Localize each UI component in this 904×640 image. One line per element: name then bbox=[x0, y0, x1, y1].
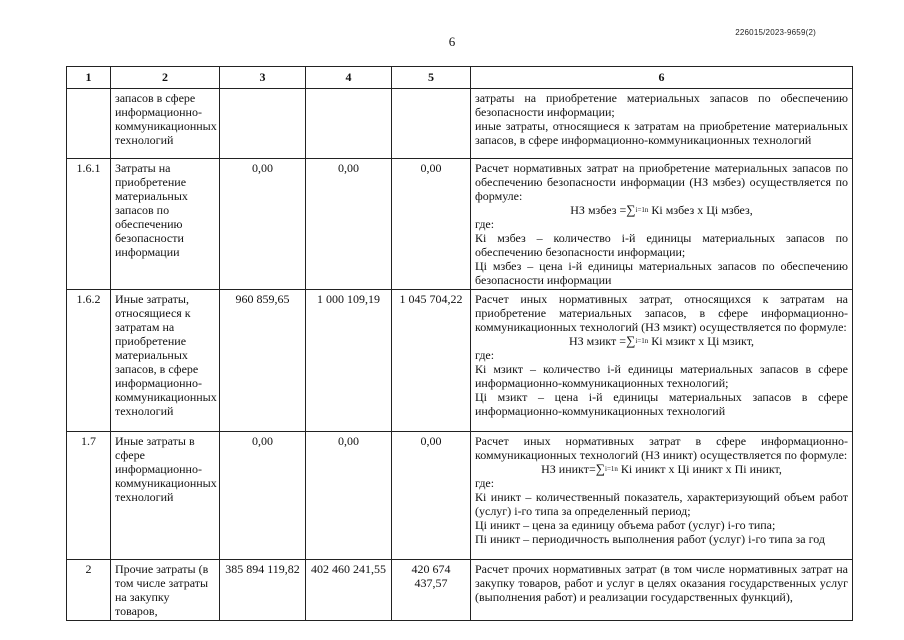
column-header: 1 bbox=[67, 67, 111, 89]
where-label: где: bbox=[475, 217, 495, 231]
value-col-4: 0,00 bbox=[306, 159, 392, 290]
page-number: 6 bbox=[448, 34, 456, 49]
value-col-5: 420 674 437,57 bbox=[392, 560, 471, 621]
definition-line: Пi иникт – периодичность выполнения работ (услуг) i-го типа за год bbox=[475, 532, 825, 546]
table-row bbox=[67, 432, 853, 560]
where-label: где: bbox=[475, 476, 495, 490]
sum-lower: i=1 bbox=[635, 206, 645, 214]
definition-line: Кi мзбез – количество i-й единицы материальных запасов по обеспечению безопасности информации; bbox=[475, 231, 848, 259]
document-code: 226015/2023-9659(2) bbox=[735, 28, 816, 37]
formula bbox=[475, 203, 848, 217]
cost-table bbox=[66, 66, 853, 621]
value-col-4 bbox=[306, 89, 392, 159]
column-header: 4 bbox=[306, 67, 392, 89]
table-row bbox=[67, 290, 853, 432]
sum-upper: n bbox=[644, 337, 649, 345]
definition-line: Кi мзикт – количество i-й единицы материальных запасов в сфере информационно-коммуникационных технологий; bbox=[475, 362, 848, 390]
definition-line: Цi мзбез – цена i-й единицы материальных запасов по обеспечению безопасности информации bbox=[475, 259, 848, 287]
sum-sign: ∑ bbox=[626, 202, 636, 217]
row-description bbox=[471, 159, 853, 290]
formula-right: Кi мзбез х Цi мзбез, bbox=[648, 203, 753, 217]
row-description bbox=[471, 290, 853, 432]
description-line: иные затраты, относящиеся к затратам на приобретение материальных запасов, в сфере информационно-коммуникационных технологий bbox=[475, 119, 848, 147]
value-col-4: 0,00 bbox=[306, 432, 392, 560]
row-name: запасов в сфере информационно-коммуникационных технологий bbox=[111, 89, 220, 159]
description-intro: Расчет нормативных затрат на приобретение материальных запасов по обеспечению безопасности информации (НЗ мзбез) осуществляется по формуле: bbox=[475, 161, 848, 203]
value-col-3 bbox=[220, 89, 306, 159]
column-header: 3 bbox=[220, 67, 306, 89]
value-col-3: 0,00 bbox=[220, 159, 306, 290]
value-col-3: 0,00 bbox=[220, 432, 306, 560]
formula-right: Кi мзикт х Цi мзикт, bbox=[648, 334, 755, 348]
formula-left: НЗ мзбез = bbox=[570, 203, 627, 217]
table-row bbox=[67, 89, 853, 159]
table-row bbox=[67, 560, 853, 621]
description-intro: Расчет прочих нормативных затрат (в том числе нормативных затрат на закупку товаров, работ и услуг в целях оказания государственных услуг (выполнения работ) и реализации государственных функций), bbox=[475, 562, 848, 604]
formula-left: НЗ мзикт = bbox=[568, 334, 627, 348]
row-number: 1.6.2 bbox=[67, 290, 111, 432]
row-name: Иные затраты в сфере информационно-коммуникационных технологий bbox=[111, 432, 220, 560]
row-number: 2 bbox=[67, 560, 111, 621]
sum-upper: n bbox=[644, 206, 649, 214]
formula-left: НЗ иникт= bbox=[541, 462, 596, 476]
where-label: где: bbox=[475, 348, 495, 362]
description-line: затраты на приобретение материальных запасов по обеспечению безопасности информации; bbox=[475, 91, 848, 119]
value-col-4: 402 460 241,55 bbox=[306, 560, 392, 621]
value-col-5 bbox=[392, 89, 471, 159]
description-intro: Расчет иных нормативных затрат в сфере информационно-коммуникационных технологий (НЗ иникт) осуществляется по формуле: bbox=[475, 434, 848, 462]
definition-line: Цi иникт – цена за единицу объема работ (услуг) i-го типа; bbox=[475, 518, 776, 532]
table-row bbox=[67, 159, 853, 290]
column-header: 6 bbox=[471, 67, 853, 89]
column-header: 5 bbox=[392, 67, 471, 89]
value-col-3: 960 859,65 bbox=[220, 290, 306, 432]
sum-sign: ∑ bbox=[626, 333, 636, 348]
table-header-row bbox=[67, 67, 853, 89]
row-number: 1.6.1 bbox=[67, 159, 111, 290]
row-description bbox=[471, 432, 853, 560]
column-header: 2 bbox=[111, 67, 220, 89]
value-col-3: 385 894 119,82 bbox=[220, 560, 306, 621]
value-col-5: 0,00 bbox=[392, 159, 471, 290]
sum-sign: ∑ bbox=[595, 461, 606, 476]
value-col-4: 1 000 109,19 bbox=[306, 290, 392, 432]
sum-upper: n bbox=[614, 465, 618, 473]
row-number: 1.7 bbox=[67, 432, 111, 560]
row-name: Прочие затраты (в том числе затраты на закупку товаров, bbox=[111, 560, 220, 621]
value-col-5: 1 045 704,22 bbox=[392, 290, 471, 432]
row-number bbox=[67, 89, 111, 159]
row-description bbox=[471, 560, 853, 621]
description-intro: Расчет иных нормативных затрат, относящихся к затратам на приобретение материальных запасов, в сфере информационно-коммуникационных технологий (НЗ мзикт) осуществляется по формуле: bbox=[475, 292, 848, 334]
definition-line: Кi иникт – количественный показатель, характеризующий объем работ (услуг) i-го типа за определенный период; bbox=[475, 490, 848, 518]
formula-right: Кi иникт х Цi иникт х Пi иникт, bbox=[617, 462, 782, 476]
value-col-5: 0,00 bbox=[392, 432, 471, 560]
sum-lower: i=1 bbox=[605, 465, 615, 473]
row-description bbox=[471, 89, 853, 159]
sum-lower: i=1 bbox=[635, 337, 645, 345]
row-name: Затраты на приобретение материальных запасов по обеспечению безопасности информации bbox=[111, 159, 220, 290]
row-name: Иные затраты, относящиеся к затратам на приобретение материальных запасов, в сфере информационно-коммуникационных технологий bbox=[111, 290, 220, 432]
definition-line: Цi мзикт – цена i-й единицы материальных запасов в сфере информационно-коммуникационных технологий bbox=[475, 390, 848, 418]
formula bbox=[475, 462, 848, 476]
formula bbox=[475, 334, 848, 348]
